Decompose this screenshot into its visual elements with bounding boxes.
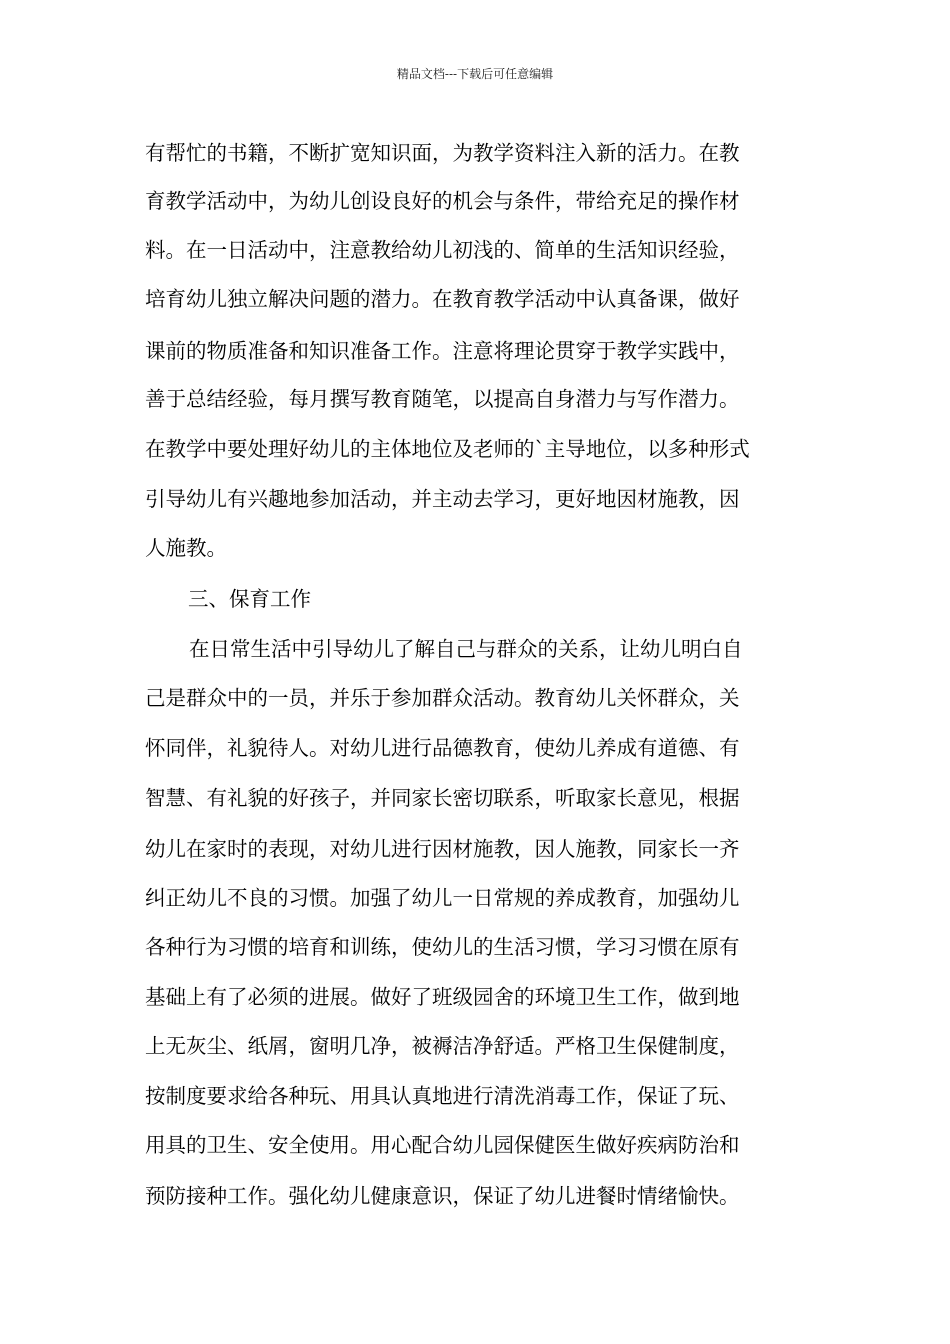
- paragraph-line: 各种行为习惯的培育和训练，使幼儿的生活习惯，学习习惯在原有: [145, 935, 740, 959]
- paragraph-line: 有帮忙的书籍，不断扩宽知识面，为教学资料注入新的活力。在教: [145, 141, 740, 165]
- paragraph-line: 智慧、有礼貌的好孩子，并同家长密切联系，听取家长意见，根据: [145, 786, 740, 810]
- paragraph-line: 预防接种工作。强化幼儿健康意识，保证了幼儿进餐时情绪愉快。: [145, 1184, 740, 1208]
- paragraph-line: 育教学活动中，为幼儿创设良好的机会与条件，带给充足的操作材: [145, 189, 740, 213]
- paragraph-line: 用具的卫生、安全使用。用心配合幼儿园保健医生做好疾病防治和: [145, 1133, 740, 1157]
- paragraph-line: 幼儿在家时的表现，对幼儿进行因材施教，因人施教，同家长一齐: [145, 837, 740, 861]
- page-header: 精品文档---下载后可任意编辑: [396, 67, 554, 81]
- paragraph-line: 在教学中要处理好幼儿的主体地位及老师的`主导地位，以多种形式: [145, 437, 750, 461]
- paragraph-line: 培育幼儿独立解决问题的潜力。在教育教学活动中认真备课，做好: [145, 287, 740, 311]
- paragraph-line: 上无灰尘、纸屑，窗明几净，被褥洁净舒适。严格卫生保健制度，: [145, 1034, 740, 1058]
- paragraph-line: 基础上有了必须的进展。做好了班级园舍的环境卫生工作，做到地: [145, 985, 740, 1009]
- paragraph-line: 在日常生活中引导幼儿了解自己与群众的关系，让幼儿明白自: [189, 637, 743, 661]
- section-heading: 三、保育工作: [188, 587, 311, 611]
- paragraph-line: 怀同伴，礼貌待人。对幼儿进行品德教育，使幼儿养成有道德、有: [145, 736, 740, 760]
- paragraph-line: 按制度要求给各种玩、用具认真地进行清洗消毒工作，保证了玩、: [145, 1084, 740, 1108]
- paragraph-line: 善于总结经验，每月撰写教育随笔，以提高自身潜力与写作潜力。: [145, 387, 740, 411]
- paragraph-line: 料。在一日活动中，注意教给幼儿初浅的、简单的生活知识经验，: [145, 238, 740, 262]
- paragraph-line: 己是群众中的一员，并乐于参加群众活动。教育幼儿关怀群众，关: [145, 686, 740, 710]
- paragraph-line: 课前的物质准备和知识准备工作。注意将理论贯穿于教学实践中，: [145, 339, 740, 363]
- paragraph-line: 引导幼儿有兴趣地参加活动，并主动去学习，更好地因材施教，因: [145, 487, 740, 511]
- paragraph-line: 人施教。: [145, 536, 227, 560]
- paragraph-line: 纠正幼儿不良的习惯。加强了幼儿一日常规的养成教育，加强幼儿: [145, 886, 740, 910]
